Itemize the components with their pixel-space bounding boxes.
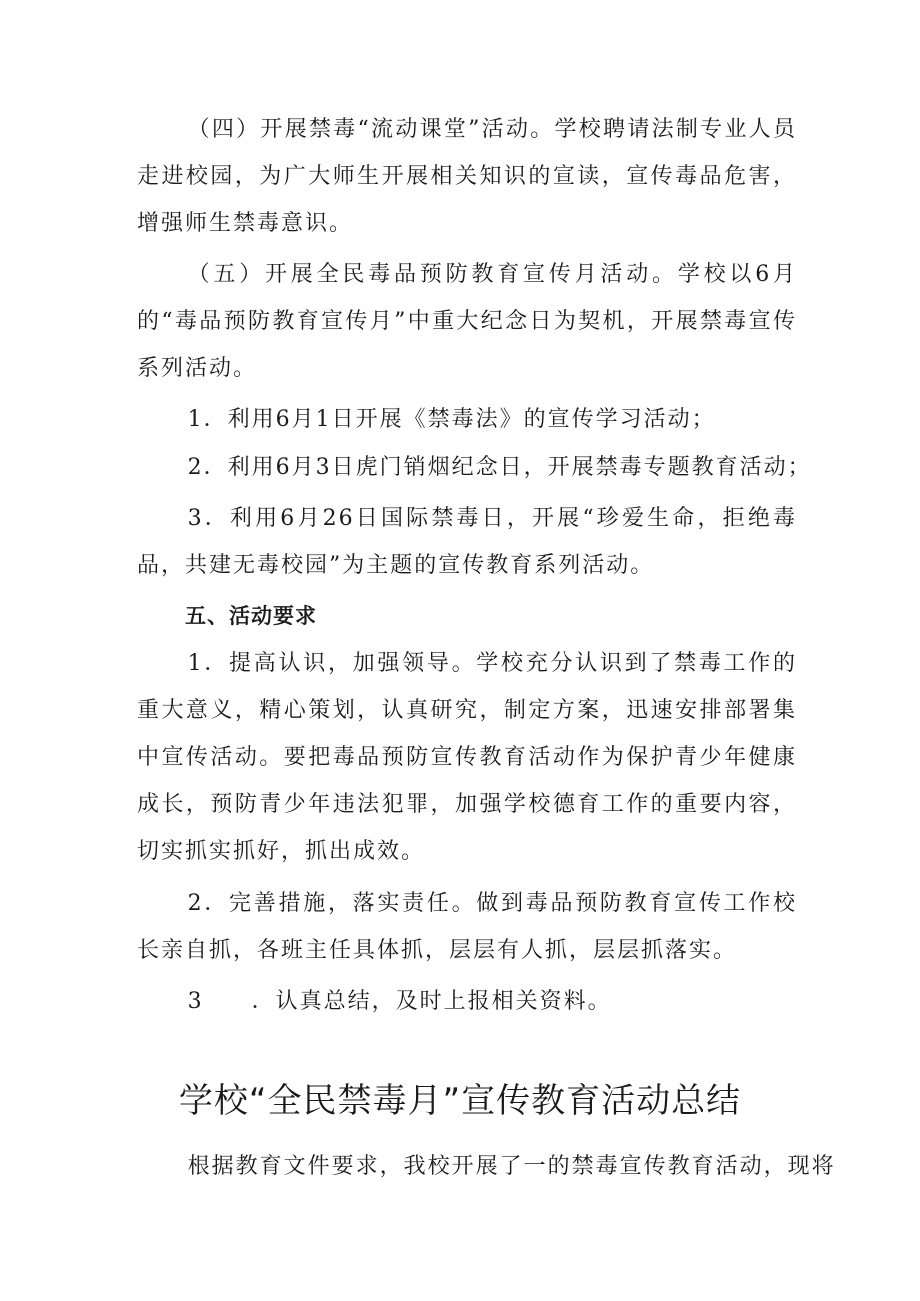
list-item-three: 3．利用6月26日国际禁毒日，开展“珍爱生命，拒绝毒品，共建无毒校园”为主题的宣传教育系列活动。 bbox=[137, 506, 797, 578]
requirement-one: 1．提高认识，加强领导。学校充分认识到了禁毒工作的重大意义，精心策划，认真研究，制定方案，迅速安排部署集中宣传活动。要把毒品预防宣传教育活动作为保护青少年健康成长，预防青少年违法犯罪，加强学校德育工作的重要内容，切实抓实抓好，抓出成效。 bbox=[137, 651, 797, 864]
list-item-two: 2．利用6月3日虎门销烟纪念日，开展禁毒专题教育活动； bbox=[187, 455, 812, 480]
requirement-three: 3 ．认真总结，及时上报相关资料。 bbox=[187, 989, 612, 1014]
paragraph-five: （五）开展全民毒品预防教育宣传月活动。学校以6月的“毒品预防教育宣传月”中重大纪念日为契机，开展禁毒宣传系列活动。 bbox=[137, 262, 797, 381]
section-heading: 五、活动要求 bbox=[185, 604, 317, 628]
requirement-two: 2．完善措施，落实责任。做到毒品预防教育宣传工作校长亲自抓，各班主任具体抓，层层有人抓，层层抓落实。 bbox=[137, 891, 797, 963]
list-item-one: 1．利用6月1日开展《禁毒法》的宣传学习活动； bbox=[187, 407, 716, 432]
page-title: 学校“全民禁毒月”宣传教育活动总结 bbox=[178, 1081, 742, 1121]
paragraph-four: （四）开展禁毒“流动课堂”活动。学校聘请法制专业人员走进校园，为广大师生开展相关知识的宣读，宣传毒品危害，增强师生禁毒意识。 bbox=[137, 117, 797, 236]
intro-paragraph: 根据教育文件要求，我校开展了一的禁毒宣传教育活动，现将 bbox=[187, 1154, 836, 1179]
